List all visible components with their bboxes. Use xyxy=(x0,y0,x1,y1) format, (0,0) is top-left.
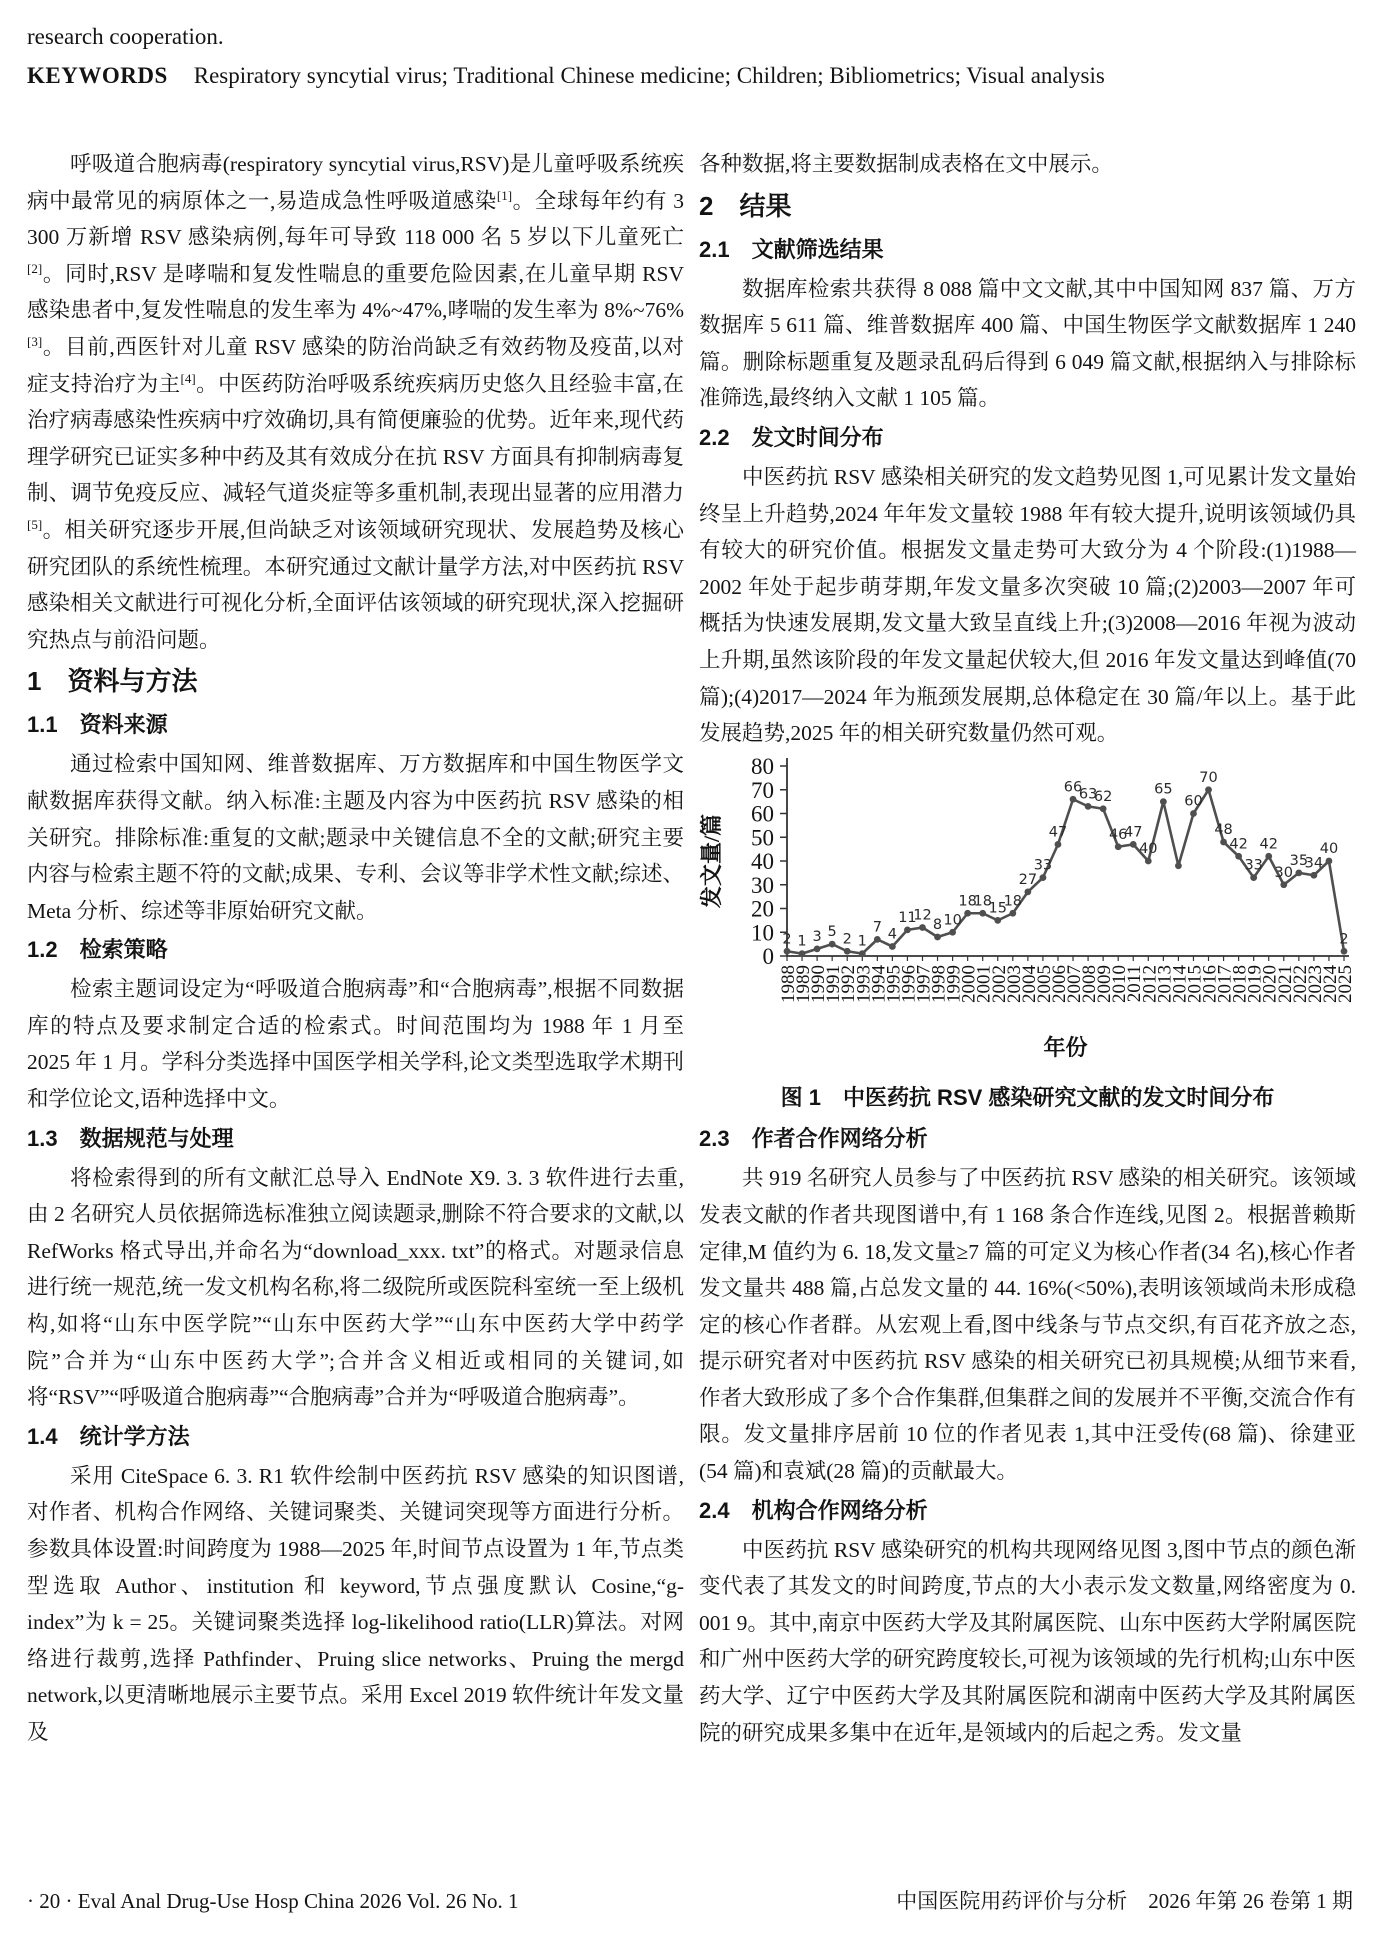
svg-text:2018: 2018 xyxy=(1229,964,1251,1003)
svg-text:2000: 2000 xyxy=(958,964,980,1003)
section-2-heading: 2 结果 xyxy=(699,190,792,221)
footer-right-journal-cn: 中国医院用药评价与分析 2026 年第 26 卷第 1 期 xyxy=(896,1889,1353,1913)
svg-text:2011: 2011 xyxy=(1124,964,1146,1003)
svg-text:80: 80 xyxy=(751,753,774,779)
section-2-2-heading: 2.2 发文时间分布 xyxy=(699,424,884,450)
svg-text:1: 1 xyxy=(797,933,807,950)
svg-text:2019: 2019 xyxy=(1244,964,1266,1003)
svg-text:1988: 1988 xyxy=(778,964,799,1003)
svg-text:10: 10 xyxy=(943,911,962,928)
svg-text:42: 42 xyxy=(1229,835,1248,852)
abstract-continuation-text: research cooperation. xyxy=(27,24,224,49)
svg-text:2016: 2016 xyxy=(1199,964,1221,1003)
svg-text:34: 34 xyxy=(1304,854,1324,871)
svg-text:1993: 1993 xyxy=(853,964,875,1003)
svg-text:2005: 2005 xyxy=(1033,964,1055,1003)
svg-text:2015: 2015 xyxy=(1184,964,1206,1003)
svg-text:70: 70 xyxy=(1199,769,1218,786)
svg-text:62: 62 xyxy=(1093,788,1113,805)
svg-text:1998: 1998 xyxy=(928,964,950,1003)
svg-text:2020: 2020 xyxy=(1259,964,1281,1003)
section-2-2-paragraph: 中医药抗 RSV 感染相关研究的发文趋势见图 1,可见累计发文量始终呈上升趋势,2024 年年发文量较 1988 年有较大提升,说明该领域仍具有较大的研究价值。根据发文量走势可大致分为 4 个阶段:(1)1988—2002 年处于起步萌芽期,年发文量多次突破 10 篇;(2)2003—2007 年可概括为快速发展期,发文量大致呈直线上升;(3)2008—2016 年视为波动上升期,虽然该阶段的年发文量起伏较大,但 2016 年发文量达到峰值(70 篇);(4)2017—2024 年为瓶颈发展期,总体稳定在 30 篇/年以上。基于此发展趋势,2025 年的相关研究数量仍然可观。 xyxy=(699,464,1356,746)
svg-text:40: 40 xyxy=(1319,840,1339,857)
svg-text:48: 48 xyxy=(1214,821,1233,838)
y-axis-title: 发文量/篇 xyxy=(699,813,724,908)
svg-text:15: 15 xyxy=(988,900,1007,917)
svg-text:2: 2 xyxy=(782,930,792,947)
x-axis-title: 年份 xyxy=(1043,1034,1088,1060)
page-footer xyxy=(27,1886,1353,1916)
svg-text:40: 40 xyxy=(1139,840,1158,857)
svg-text:18: 18 xyxy=(958,892,977,909)
section-1-4-heading: 1.4 统计学方法 xyxy=(27,1423,190,1449)
svg-text:2014: 2014 xyxy=(1169,964,1191,1003)
svg-text:11: 11 xyxy=(898,909,917,926)
section-2-4-paragraph: 中医药抗 RSV 感染研究的机构共现网络见图 3,图中节点的颜色渐变代表了其发文的时间跨度,节点的大小表示发文数量,网络密度为 0. 001 9。其中,南京中医药大学及其附属医院、山东中医药大学附属医院和广州中医药大学的研究跨度较长,可视为该领域的先行机构;山东中医药大学、辽宁中医药大学及其附属医院和湖南中医药大学及其附属医院的研究成果多集中在近年,是领域内的后起之秀。发文量 xyxy=(699,1537,1356,1745)
section-2-1-paragraph: 数据库检索共获得 8 088 篇中文文献,其中中国知网 837 篇、万方数据库 5 611 篇、维普数据库 400 篇、中国生物医学文献数据库 1 240 篇。删除标题重复及题录乱码后得到 6 049 篇文献,根据纳入与排除标准筛选,最终纳入文献 1 105 篇。 xyxy=(699,276,1356,411)
section-1-2-heading: 1.2 检索策略 xyxy=(27,937,168,963)
svg-text:70: 70 xyxy=(751,777,774,803)
svg-text:47: 47 xyxy=(1048,824,1068,841)
svg-text:42: 42 xyxy=(1259,835,1278,852)
section-1-4-paragraph: 采用 CiteSpace 6. 3. R1 软件绘制中医药抗 RSV 感染的知识图谱,对作者、机构合作网络、关键词聚类、关键词突现等方面进行分析。参数具体设置:时间跨度为 1988—2025 年,时间节点设置为 1 年,节点类型选取 Author、institution 和 keyword,节点强度默认 Cosine,“g-index”为 k = 25。关键词聚类选择 log-likelihood ratio(LLR)算法。对网络进行裁剪,选择 Pathfinder、Pruing slice networks、Pruing the mergd network,以更清晰地展示主要节点。采用 Excel 2019 软件统计年发文量及 xyxy=(27,1463,684,1744)
svg-text:1999: 1999 xyxy=(943,964,965,1003)
svg-text:60: 60 xyxy=(1184,793,1203,810)
svg-text:12: 12 xyxy=(913,907,932,924)
svg-text:2017: 2017 xyxy=(1214,964,1236,1003)
keywords-line xyxy=(27,60,1357,92)
svg-text:7: 7 xyxy=(872,919,882,936)
svg-text:1992: 1992 xyxy=(838,964,860,1003)
continuation-paragraph: 各种数据,将主要数据制成表格在文中展示。 xyxy=(699,152,1113,176)
svg-text:18: 18 xyxy=(973,892,992,909)
figure1 xyxy=(699,752,1356,1119)
svg-text:2001: 2001 xyxy=(973,964,995,1003)
svg-text:2023: 2023 xyxy=(1304,964,1326,1003)
svg-text:2003: 2003 xyxy=(1003,964,1025,1003)
x-axis-ticks xyxy=(778,956,1356,1003)
section-2-3-paragraph: 共 919 名研究人员参与了中医药抗 RSV 感染的相关研究。该领域发表文献的作者共现图谱中,有 1 168 条合作连线,见图 2。根据普赖斯定律,M 值约为 6. 18,发文量≥7 篇的可定义为核心作者(34 名),核心作者发文量共 488 篇,占总发文量的 44. 16%(<50%),表明该领域尚未形成稳定的核心作者群。从宏观上看,图中线条与节点交织,有百花齐放之态,提示研究者对中医药抗 RSV 感染的相关研究已初具规模;从细节来看,作者大致形成了多个合作集群,但集群之间的发展并不平衡,交流合作有限。发文量排序居前 10 位的作者见表 1,其中汪受传(68 篇)、徐建亚(54 篇)和袁斌(28 篇)的贡献最大。 xyxy=(699,1166,1356,1484)
svg-text:20: 20 xyxy=(751,896,774,922)
svg-text:18: 18 xyxy=(1003,892,1023,909)
svg-text:66: 66 xyxy=(1063,778,1083,795)
right-column xyxy=(699,146,1356,1751)
svg-text:2008: 2008 xyxy=(1079,964,1101,1003)
section-1-heading: 1 资料与方法 xyxy=(27,666,198,697)
svg-text:30: 30 xyxy=(1274,864,1294,881)
svg-text:63: 63 xyxy=(1078,786,1098,803)
svg-text:60: 60 xyxy=(751,801,774,827)
svg-text:8: 8 xyxy=(932,916,943,933)
figure1-publication-trend-chart xyxy=(699,752,1356,1067)
svg-text:1990: 1990 xyxy=(808,964,830,1003)
section-1-1-paragraph: 通过检索中国知网、维普数据库、万方数据库和中国生物医学文献数据库获得文献。纳入标准:主题及内容为中医药抗 RSV 感染的相关研究。排除标准:重复的文献;题录中关键信息不全的文献;研究主要内容与检索主题不符的文献;成果、专利、会议等非学术性文献;综述、Meta 分析、综述等非原始研究文献。 xyxy=(27,752,684,923)
svg-text:2022: 2022 xyxy=(1289,964,1311,1003)
svg-text:33: 33 xyxy=(1033,857,1053,874)
section-1-3-paragraph: 将检索得到的所有文献汇总导入 EndNote X9. 3. 3 软件进行去重,由 2 名研究人员依据筛选标准独立阅读题录,删除不符合要求的文献,以 RefWorks 格式导出,并命名为“download_xxx. txt”的格式。对题录信息进行统一规范,统一发文机构名称,将二级院所或医院科室统一至上级机构,如将“山东中医学院”“山东中医药大学”“山东中医药大学中药学院”合并为“山东中医药大学”;合并含义相近或相同的关键词,如将“RSV”“呼吸道合胞病毒”“合胞病毒”合并为“呼吸道合胞病毒”。 xyxy=(27,1165,684,1410)
svg-text:2021: 2021 xyxy=(1274,964,1296,1003)
section-2-3-heading: 2.3 作者合作网络分析 xyxy=(699,1126,928,1152)
svg-text:65: 65 xyxy=(1154,781,1173,798)
svg-text:1989: 1989 xyxy=(793,964,815,1003)
section-1-2-paragraph: 检索主题词设定为“呼吸道合胞病毒”和“合胞病毒”,根据不同数据库的特点及要求制定合适的检索式。时间范围均为 1988 年 1 月至 2025 年 1 月。学科分类选择中国医学相关学科,论文类型选取学术期刊和学位论文,语种选择中文。 xyxy=(27,977,684,1112)
svg-text:10: 10 xyxy=(751,919,774,945)
publication-count-series xyxy=(782,769,1348,956)
svg-text:50: 50 xyxy=(751,824,774,850)
svg-text:40: 40 xyxy=(751,848,774,874)
svg-text:1996: 1996 xyxy=(898,964,920,1003)
svg-text:4: 4 xyxy=(887,926,897,943)
svg-text:2012: 2012 xyxy=(1139,964,1161,1003)
svg-text:5: 5 xyxy=(827,923,837,940)
svg-text:1995: 1995 xyxy=(883,964,905,1003)
svg-text:2009: 2009 xyxy=(1094,964,1116,1003)
svg-text:2006: 2006 xyxy=(1048,964,1070,1003)
svg-text:1997: 1997 xyxy=(913,964,935,1003)
svg-text:1994: 1994 xyxy=(868,964,890,1003)
svg-text:2: 2 xyxy=(842,930,852,947)
svg-text:27: 27 xyxy=(1018,871,1038,888)
svg-text:1991: 1991 xyxy=(823,964,845,1003)
svg-text:46: 46 xyxy=(1108,826,1128,843)
keywords-label: KEYWORDS xyxy=(27,63,168,88)
svg-text:3: 3 xyxy=(812,928,822,945)
svg-text:2025: 2025 xyxy=(1335,964,1356,1003)
svg-text:2004: 2004 xyxy=(1018,964,1040,1003)
section-2-4-heading: 2.4 机构合作网络分析 xyxy=(699,1497,928,1523)
svg-text:2007: 2007 xyxy=(1064,964,1086,1003)
svg-text:47: 47 xyxy=(1124,824,1143,841)
svg-text:2024: 2024 xyxy=(1319,964,1341,1003)
footer-left-journal-en: · 20 · Eval Anal Drug-Use Hosp China 2026 Vol. 26 No. 1 xyxy=(27,1889,519,1913)
svg-text:2013: 2013 xyxy=(1154,964,1176,1003)
keywords-text: Respiratory syncytial virus; Traditional Chinese medicine; Children; Bibliometrics; Visual analysis xyxy=(193,63,1105,88)
section-1-1-heading: 1.1 资料来源 xyxy=(27,712,168,738)
section-1-3-heading: 1.3 数据规范与处理 xyxy=(27,1125,234,1151)
section-2-1-heading: 2.1 文献筛选结果 xyxy=(699,236,884,262)
figure1-caption: 图 1 中医药抗 RSV 感染研究文献的发文时间分布 xyxy=(780,1085,1275,1111)
svg-text:2: 2 xyxy=(1339,930,1349,947)
left-column xyxy=(27,146,684,1751)
svg-text:2002: 2002 xyxy=(988,964,1010,1003)
svg-text:35: 35 xyxy=(1289,852,1309,869)
svg-text:1: 1 xyxy=(857,933,867,950)
svg-text:30: 30 xyxy=(751,872,774,898)
svg-text:0: 0 xyxy=(762,943,774,969)
svg-text:33: 33 xyxy=(1244,857,1263,874)
svg-text:2010: 2010 xyxy=(1109,964,1131,1003)
intro-paragraph: 呼吸道合胞病毒(respiratory syncytial virus,RSV)是儿童呼吸系统疾病中最常见的病原体之一,易造成急性呼吸道感染[1]。全球每年约有 3 300 万新增 RSV 感染病例,每年可导致 118 000 名 5 岁以下儿童死亡[2]。同时,RSV 是哮喘和复发性喘息的重要危险因素,在儿童早期 RSV 感染患者中,复发性喘息的发生率为 4%~47%,哮喘的发生率为 8%~76%[3]。目前,西医针对儿童 RSV 感染的防治尚缺乏有效药物及疫苗,以对症支持治疗为主[4]。中医药防治呼吸系统疾病历史悠久且经验丰富,在治疗病毒感染性疾病中疗效确切,具有简便廉验的优势。近年来,现代药理学研究已证实多种中药及其有效成分在抗 RSV 方面具有抑制病毒复制、调节免疫反应、减轻气道炎症等多重机制,表现出显著的应用潜力[5]。相关研究逐步开展,但尚缺乏对该领域研究现状、发展趋势及核心研究团队的系统性梳理。本研究通过文献计量学方法,对中医药抗 RSV 感染相关文献进行可视化分析,全面评估该领域的研究现状,深入挖掘研究热点与前沿问题。 xyxy=(27,152,684,652)
